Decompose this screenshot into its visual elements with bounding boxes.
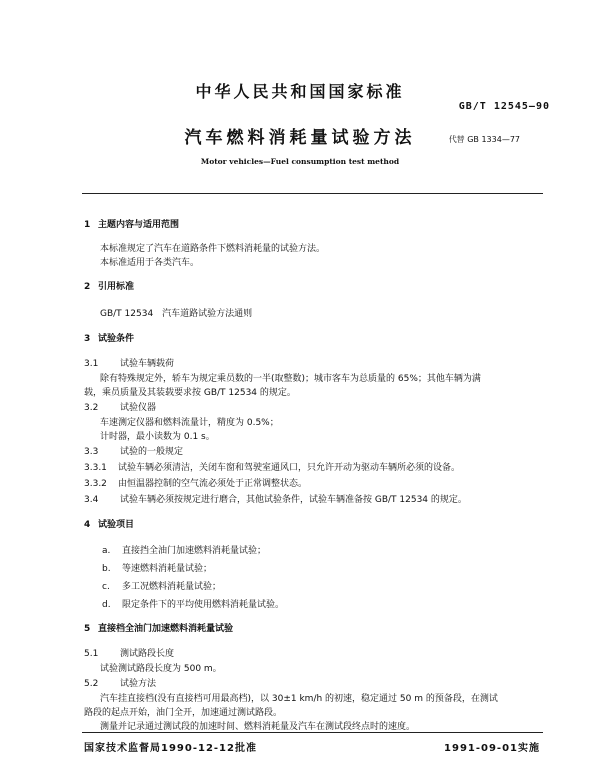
section-number: 1 — [84, 220, 91, 230]
subsection-number: 5.2 — [84, 679, 99, 689]
paragraph-continuation: 路段的起点开始，油门全开，加速通过测试路段。 — [84, 708, 283, 718]
clause-3-4 — [0, 492, 600, 508]
normative-reference: GB/T 12534 汽车道路试验方法通则 — [100, 309, 253, 319]
subsection-number: 3.1 — [84, 359, 99, 369]
paragraph: 车速测定仪器和燃料流量计，精度为 0.5%； — [100, 418, 279, 428]
standard-number: GB/T 12545—90 — [458, 101, 550, 112]
subsection-3-1 — [0, 356, 600, 372]
paragraph: 计时器，最小读数为 0.1 s。 — [100, 432, 215, 442]
clause-number: 3.4 — [84, 495, 99, 505]
subsection-3-3 — [0, 444, 600, 460]
header-divider — [82, 193, 543, 194]
clause-3-3-1 — [0, 460, 600, 476]
clause-number: 3.3.2 — [84, 479, 107, 489]
section-title: 试验条件 — [98, 334, 135, 344]
list-item — [0, 560, 600, 578]
clause-3-3-2 — [0, 476, 600, 492]
list-item — [0, 596, 600, 614]
section-4-heading — [0, 514, 600, 542]
section-2-heading — [0, 276, 600, 304]
subsection-3-2 — [0, 400, 600, 416]
paragraph-continuation: 载，乘员质量及其装载要求按 GB/T 12534 的规定。 — [84, 388, 296, 398]
subsection-title: 试验的一般规定 — [120, 447, 184, 457]
subsection-number: 3.3 — [84, 447, 99, 457]
paragraph: 本标准规定了汽车在道路条件下燃料消耗量的试验方法。 — [100, 244, 326, 254]
section-number: 3 — [84, 334, 91, 344]
section-title: 试验项目 — [98, 520, 135, 530]
approval-line: 国家技术监督局1990-12-12批准 — [84, 743, 257, 754]
list-item-label: b. — [102, 564, 111, 574]
paragraph: 本标准适用于各类汽车。 — [100, 258, 200, 268]
section-5-heading — [0, 618, 600, 646]
list-item-text: 多工况燃料消耗量试验； — [122, 582, 222, 592]
paragraph: 试验测试路段长度为 500 m。 — [100, 664, 222, 674]
subsection-5-1 — [0, 646, 600, 662]
paragraph: 测量并记录通过测试段的加速时间、燃料消耗量及汽车在测试段终点时的速度。 — [100, 722, 416, 732]
list-item — [0, 542, 600, 560]
section-title: 引用标准 — [98, 282, 135, 292]
list-item-label: a. — [102, 546, 111, 556]
subsection-5-2 — [0, 676, 600, 692]
subsection-number: 5.1 — [84, 649, 99, 659]
standard-type-heading: 中华人民共和国国家标准 — [195, 82, 405, 101]
replaces-note: 代替 GB 1334—77 — [448, 135, 520, 144]
clause-text: 试验车辆必须清洁，关闭车窗和驾驶室通风口，只允许开动为驱动车辆所必须的设备。 — [118, 463, 461, 473]
implementation-date: 1991-09-01实施 — [444, 743, 540, 754]
footer-divider — [82, 732, 543, 733]
list-item — [0, 578, 600, 596]
section-1-heading — [0, 214, 600, 242]
subsection-title: 试验仪器 — [120, 403, 157, 413]
section-number: 5 — [84, 624, 91, 634]
document-body — [0, 214, 600, 734]
document-title: 汽车燃料消耗量试验方法 — [184, 128, 416, 148]
subsection-title: 试验车辆载荷 — [120, 359, 175, 369]
list-item-label: c. — [102, 582, 110, 592]
list-item-text: 直接挡全油门加速燃料消耗量试验； — [122, 546, 267, 556]
subsection-number: 3.2 — [84, 403, 99, 413]
section-number: 4 — [84, 520, 91, 530]
section-number: 2 — [84, 282, 91, 292]
list-item-text: 限定条件下的平均使用燃料消耗量试验。 — [122, 600, 285, 610]
subsection-title: 测试路段长度 — [120, 649, 175, 659]
clause-number: 3.3.1 — [84, 463, 107, 473]
paragraph: 汽车挂直接档(没有直接档可用最高档)，以 30±1 km/h 的初速，稳定通过 50 m 的预备段，在测试 — [100, 694, 498, 704]
paragraph: 除有特殊规定外，轿车为规定乘员数的一半(取整数)；城市客车为总质量的 65%；其他车辆为满 — [100, 374, 481, 384]
clause-text: 试验车辆必须按规定进行磨合，其他试验条件，试验车辆准备按 GB/T 12534 的规定。 — [120, 495, 467, 505]
list-item-text: 等速燃料消耗量试验； — [122, 564, 213, 574]
subsection-title: 试验方法 — [120, 679, 157, 689]
list-item-label: d. — [102, 600, 111, 610]
section-title: 直接档全油门加速燃料消耗量试验 — [98, 624, 234, 634]
clause-text: 由恒温器控制的空气流必须处于正常调整状态。 — [118, 479, 308, 489]
section-title: 主题内容与适用范围 — [98, 220, 180, 230]
section-3-heading — [0, 328, 600, 356]
english-title: Motor vehicles—Fuel consumption test method — [200, 157, 400, 166]
